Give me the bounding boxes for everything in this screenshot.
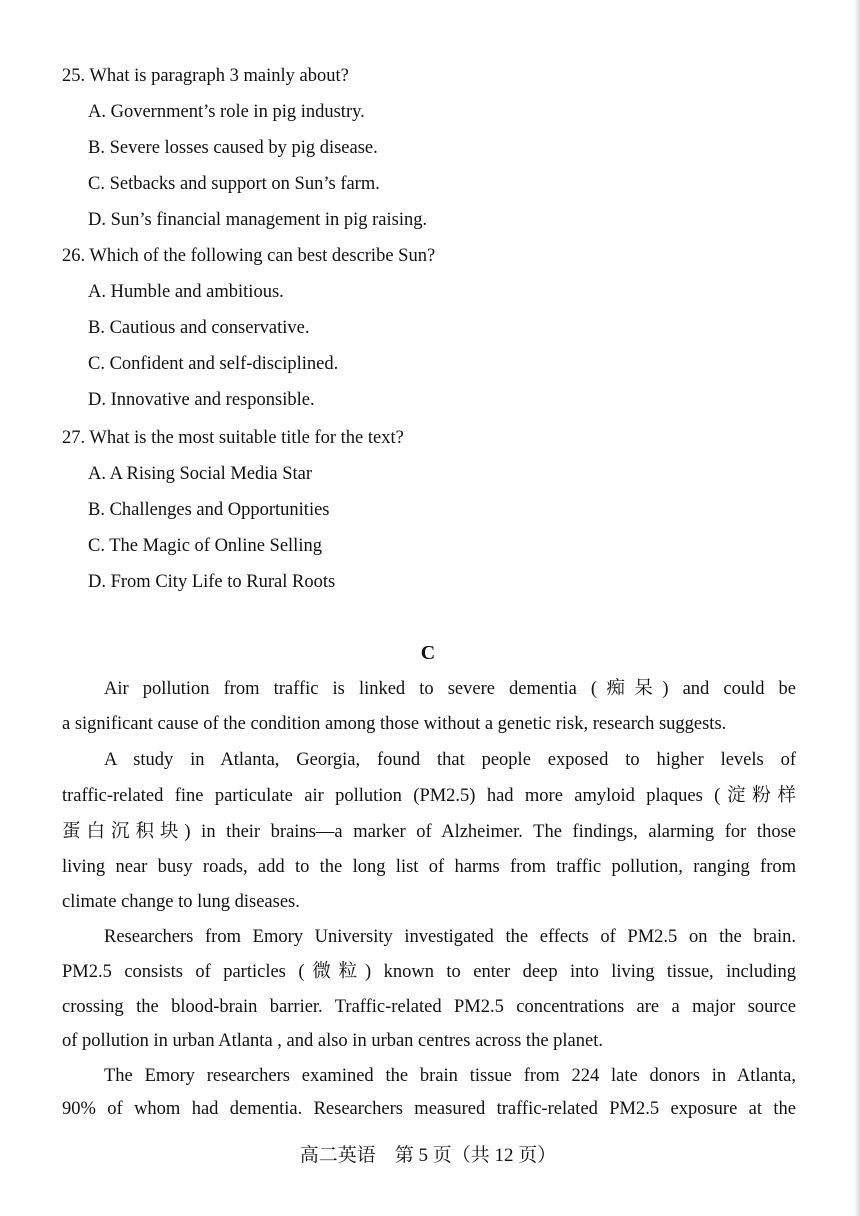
- question-stem: 25. What is paragraph 3 mainly about?: [62, 66, 349, 86]
- answer-option: B. Challenges and Opportunities: [88, 500, 330, 520]
- passage-line: PM2.5 consists of particles (微粒) known to enter deep into living tissue, including: [62, 962, 796, 982]
- passage-line: of pollution in urban Atlanta , and also in urban centres across the planet.: [62, 1031, 603, 1051]
- question-stem: 27. What is the most suitable title for the text?: [62, 428, 404, 448]
- passage-line: 90% of whom had dementia. Researchers measured traffic-related PM2.5 exposure at the: [62, 1099, 796, 1119]
- answer-option: D. From City Life to Rural Roots: [88, 572, 336, 592]
- passage-line: Air pollution from traffic is linked to severe dementia (痴呆) and could be: [104, 679, 796, 699]
- passage-line: The Emory researchers examined the brain tissue from 224 late donors in Atlanta,: [104, 1066, 796, 1086]
- page-edge-shadow: [854, 0, 860, 1216]
- answer-option: C. Confident and self-disciplined.: [88, 354, 339, 374]
- passage-line: 蛋白沉积块) in their brains—a marker of Alzheimer. The findings, alarming for those: [62, 822, 796, 842]
- answer-option: D. Sun’s financial management in pig raising.: [88, 210, 428, 230]
- passage-line: A study in Atlanta, Georgia, found that people exposed to higher levels of: [104, 750, 796, 770]
- passage-line: crossing the blood-brain barrier. Traffic-related PM2.5 concentrations are a major source: [62, 997, 796, 1017]
- passage-line: living near busy roads, add to the long list of harms from traffic pollution, ranging from: [62, 857, 796, 877]
- answer-option: C. Setbacks and support on Sun’s farm.: [88, 174, 380, 194]
- passage-line: Researchers from Emory University investigated the effects of PM2.5 on the brain.: [104, 927, 796, 947]
- passage-line: climate change to lung diseases.: [62, 892, 300, 912]
- answer-option: A. Humble and ambitious.: [88, 282, 284, 302]
- answer-option: A. A Rising Social Media Star: [88, 464, 313, 484]
- section-heading: C: [420, 642, 436, 664]
- passage-line: a significant cause of the condition among those without a genetic risk, research suggests.: [62, 714, 727, 734]
- question-stem: 26. Which of the following can best describe Sun?: [62, 246, 436, 266]
- answer-option: A. Government’s role in pig industry.: [88, 102, 365, 122]
- answer-option: D. Innovative and responsible.: [88, 390, 315, 410]
- answer-option: B. Cautious and conservative.: [88, 318, 310, 338]
- page-footer: 高二英语 第 5 页（共 12 页）: [299, 1145, 557, 1166]
- answer-option: B. Severe losses caused by pig disease.: [88, 138, 378, 158]
- answer-option: C. The Magic of Online Selling: [88, 536, 322, 556]
- passage-line: traffic-related fine particulate air pollution (PM2.5) had more amyloid plaques (淀粉样: [62, 786, 796, 806]
